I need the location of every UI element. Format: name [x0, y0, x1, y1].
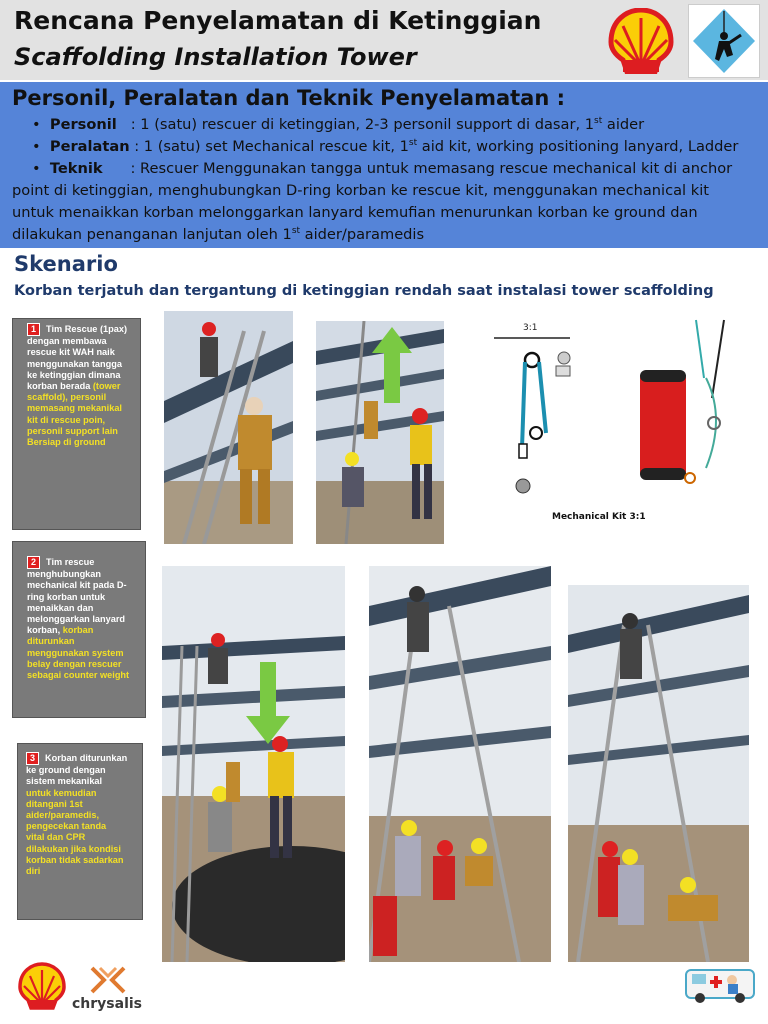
step-text-white: korban,: [27, 625, 63, 636]
mechanical-kit-diagram: [492, 318, 572, 498]
step-text-white: korban berada: [27, 381, 93, 392]
shell-logo-bottom: [16, 962, 68, 1010]
step-text-yellow: diturunkan: [27, 636, 75, 647]
step-number-badge: 3: [26, 752, 39, 765]
step-text-yellow: dilakukan jika kondisi: [26, 843, 121, 854]
panel-heading: Personil, Peralatan dan Teknik Penyelamatan :: [12, 86, 566, 110]
step-text-yellow: korban tidak sadarkan: [26, 854, 124, 865]
photo-rescue-kit-bag: [636, 318, 744, 492]
teknik-line: • Teknik : Rescuer Menggunakan tangga untuk memasang rescue mechanical kit di anchor: [32, 160, 733, 177]
page-title: Rencana Penyelamatan di Ketinggian: [14, 6, 542, 35]
step-3-box: [17, 743, 143, 920]
step-text-yellow: menggunakan system: [27, 647, 124, 658]
ratio-label: 3:1: [523, 323, 538, 333]
photo-step3-ground-care: [369, 566, 551, 962]
step-text-yellow: vital dan CPR: [26, 832, 86, 843]
step-text-yellow: pengecekan tanda: [26, 821, 107, 832]
teknik-line-2: point di ketinggian, menghubungkan D-ring korban ke rescue kit, menggunakan mechanical kit: [12, 182, 709, 199]
teknik-line-4: dilakukan penanganan lanjutan oleh 1st aider/paramedis: [12, 226, 425, 243]
photo-step3-treatment: [568, 585, 749, 962]
personil-line: • Personil : 1 (satu) rescuer di ketinggian, 2-3 personil support di dasar, 1st aider: [32, 116, 645, 133]
step-text-yellow: diri: [26, 866, 41, 877]
step-text-white: Korban diturunkan: [45, 753, 128, 763]
peralatan-line: • Peralatan : 1 (satu) set Mechanical rescue kit, 1st aid kit, working positioning lanyard, Ladder: [32, 138, 739, 155]
step-text-yellow: ditangani 1st: [26, 798, 83, 809]
photo-step2-lowering: [162, 566, 345, 962]
step-text-white: menaikkan dan: [27, 602, 94, 613]
step-text-white: dengan membawa: [27, 336, 107, 347]
step-text-white: menggunakan tangga: [27, 358, 122, 369]
step-text-yellow: belay dengan rescuer: [27, 658, 122, 669]
chrysalis-logo-icon: [90, 966, 126, 994]
chrysalis-logo-text: chrysalis: [72, 996, 143, 1012]
photo-step1-lifting: [316, 321, 444, 544]
step-text-white: mechanical kit pada D-: [27, 580, 127, 591]
step-text-yellow: sebagai counter weight: [27, 670, 130, 681]
step-number-badge: 1: [27, 323, 40, 336]
step-text-white: sistem mekanikal: [26, 776, 103, 787]
step-text-white: ke ground dengan: [26, 765, 106, 776]
scenario-title: Skenario: [14, 252, 118, 276]
step-text-yellow: untuk kemudian: [26, 787, 97, 798]
step-text-white: rescue kit WAH naik: [27, 347, 115, 358]
mechanical-kit-caption: Mechanical Kit 3:1: [552, 512, 646, 522]
rope-rescue-icon: [688, 4, 760, 78]
step-text-yellow: aider/paramedis,: [26, 810, 100, 821]
step-text-yellow: korban: [62, 625, 94, 636]
ambulance-icon: [684, 962, 756, 1004]
step-text-white: ring korban untuk: [27, 591, 106, 602]
step-text-white: Tim Rescue (1pax): [46, 324, 128, 334]
photo-step1-rescuer-ladder: [164, 311, 293, 544]
scenario-subtitle: Korban terjatuh dan tergantung di ketinggian rendah saat instalasi tower scaffolding: [14, 283, 714, 299]
shell-logo: [605, 8, 677, 74]
step-text-yellow: Bersiap di ground: [27, 437, 106, 448]
personnel-equipment-panel: [0, 82, 768, 248]
step-text-yellow: personil support lain: [27, 425, 118, 436]
header-band: [0, 0, 768, 80]
teknik-line-3: untuk menaikkan korban melonggarkan lanyard kemufian menurunkan korban ke ground dan: [12, 204, 698, 221]
step-number-badge: 2: [27, 556, 40, 569]
step-text-yellow: memasang mekanikal: [27, 403, 122, 414]
step-text-yellow: scaffold), personil: [27, 392, 107, 403]
step-text-yellow: kit di rescue poin,: [27, 414, 106, 425]
step-2-box: [12, 541, 146, 718]
step-text-white: ke ketinggian dimana: [27, 369, 121, 380]
step-1-box: [12, 318, 141, 530]
step-text-yellow: (tower: [92, 381, 121, 392]
step-text-white: Tim rescue: [46, 557, 95, 567]
step-text-white: melonggarkan lanyard: [27, 614, 126, 625]
step-text-white: menghubungkan: [27, 569, 102, 580]
page-subtitle: Scaffolding Installation Tower: [14, 43, 417, 71]
